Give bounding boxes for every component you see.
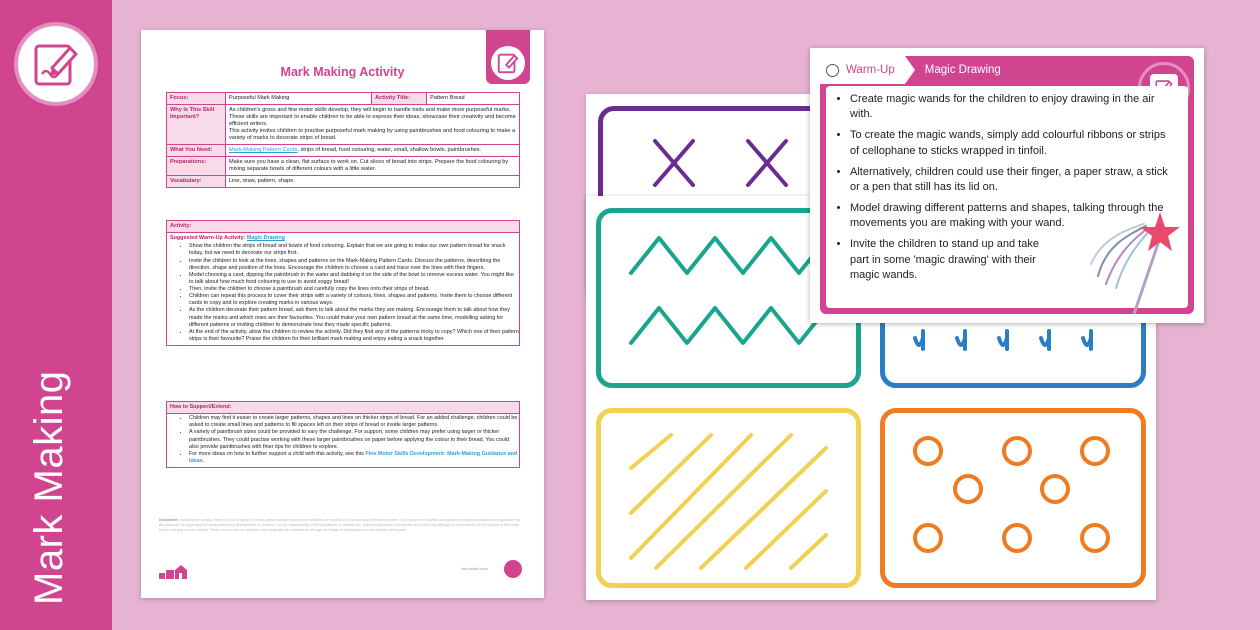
activity-document <box>141 30 544 598</box>
list-item: • Invite the children to stand up and take part in some 'magic drawing' with their magic wands. <box>850 237 1060 283</box>
pattern-cards-link[interactable]: Mark-Making Pattern Cards <box>229 146 298 153</box>
list-item: • Alternatively, children could use their finger, a paper straw, a stick or a pen that still has its lid on. <box>850 165 1172 195</box>
activity-box <box>166 220 520 346</box>
chevron-right-icon <box>905 56 915 84</box>
list-item: • Show the children the strips of bread and bowls of food colouring. Explain that we are going to make our own pattern bread for snack today, but we need to decorate our strips first. <box>189 243 519 257</box>
activity-info-table <box>166 92 520 188</box>
sidebar <box>0 0 112 630</box>
list-item: • Children can repeat this process to cover their strips with a variety of colours, lines, shapes and patterns. Invite them to choose different cards to copy and to explore creating marks in various ways. <box>189 293 519 307</box>
radio-icon <box>826 64 839 77</box>
magic-drawing-link[interactable]: Magic Drawing <box>246 235 285 242</box>
list-item: • For more ideas on how to further support a child with this activity, see this Fine Motor Skills Development: Mark-Making Guidance and Ideas. <box>189 451 519 465</box>
warmup-step: Warm-Up <box>820 56 905 84</box>
pencil-paper-icon <box>14 22 98 106</box>
list-item: • Children may find it easier to create larger patterns, shapes and lines on thicker strips of bread. For an added challenge, children could be asked to create small lines and patterns to fill spaces left on their strips of bread or inside larger patterns. <box>189 415 519 429</box>
focus-value: Purposeful Mark Making <box>226 93 372 105</box>
footer-url[interactable]: visit twinkl.com <box>461 566 488 571</box>
need-value: Mark-Making Pattern Cards, strips of bread, food colouring, water, small, shallow bowls, paintbrushes. <box>226 144 520 156</box>
warmup-line: Suggested Warm-Up Activity: Magic Drawing <box>170 235 285 242</box>
activity-list <box>167 243 519 343</box>
why-value: As children's gross and fine motor skills develop, they will begin to handle tools and make more purposeful marks. These skills are important to enable children to be able to express their ideas, showcase their creativity and become efficient writers. This activity invites children to practise purposeful mark making by using paintbrushes and food colouring to make a variety of marks to decorate strips of bread. <box>226 104 520 144</box>
diagonal-lines-card <box>596 408 861 588</box>
list-item: • As the children decorate their pattern bread, ask them to talk about the marks they are making. Encourage them to talk about how they made the marks and which ones are their favourites. You could make your own pattern bread at the same time, modelling asking for different patterns or inviting children to demonstrate how they made specific patterns. <box>189 307 519 328</box>
activity-title-label: Activity Title: <box>372 93 427 105</box>
warmup-body <box>826 86 1188 308</box>
vocab-label: Vocabulary: <box>167 175 226 187</box>
warmup-card <box>810 48 1204 323</box>
list-item: • Create magic wands for the children to enjoy drawing in the air with. <box>850 92 1172 122</box>
activity-title-value: Pattern Bread <box>427 93 520 105</box>
sidebar-title: Mark Making <box>27 370 71 605</box>
building-icon <box>159 564 189 580</box>
list-item: • To create the magic wands, simply add colourful ribbons or strips of cellophane to sticks wrapped in tinfoil. <box>850 128 1172 158</box>
vocab-value: Line, draw, pattern, shape. <box>226 175 520 187</box>
support-list <box>167 415 519 465</box>
warmup-header <box>820 56 1194 84</box>
circles-pattern-card <box>880 408 1146 588</box>
focus-label: Focus: <box>167 93 226 105</box>
why-label: Why Is This Skill Important? <box>167 104 226 144</box>
prep-value: Make sure you have a clean, flat surface to work on. Cut slices of bread into strips. Prepare the food colouring by mixing separate bowls of different colours with a little water. <box>226 156 520 175</box>
doc-title: Mark Making Activity <box>280 65 405 79</box>
list-item: • A variety of paintbrush sizes could be provided to vary the challenge. For support, some children may prefer using larger or thicker paintbrushes. They could practise working with these larger paintbrushes on paper before applying the colour to their bread. You could also provide paintbrushes with finer tips for children to explore. <box>189 429 519 450</box>
list-item: • Invite the children to look at the lines, shapes and patterns on the Mark-Making Pattern Cards. Discuss the patterns, describing the direction, shape and position of the lines. Encourage the children to choose a card and trace over the lines with their fingers. <box>189 258 519 272</box>
support-box <box>166 401 520 468</box>
support-header: How to Support/Extend: <box>167 402 519 414</box>
twinkl-logo-icon <box>504 560 522 578</box>
activity-header: Activity: <box>167 221 519 233</box>
need-label: What You Need: <box>167 144 226 156</box>
list-item: • Then, invite the children to choose a paintbrush and carefully copy the lines onto their strips of bread. <box>189 286 519 293</box>
star-wand-icon <box>1076 206 1186 316</box>
list-item: • Model choosing a card, dipping the paintbrush in the water and dabbing it on the side of the bowl to remove excess water. You might like to talk about how much food colouring to use to avoid soggy bread! <box>189 272 519 286</box>
fine-motor-link[interactable]: Fine Motor Skills Development: Mark-Making Guidance and Ideas <box>189 450 518 464</box>
prep-label: Preparations: <box>167 156 226 175</box>
list-item: • Model drawing different patterns and shapes, talking through the movements you are making with your wand. <box>850 201 1172 231</box>
list-item: • At the end of the activity, allow the children to review the activity. Did they find any of the patterns tricky to copy? Which one of their pattern strips is their favourite? Praise the children for their brilliant mark making and enjoy eating a snack together. <box>189 329 519 343</box>
disclaimer: Disclaimer: Including the activity, there is a risk of injury or illness; please always ensure your activities are carried out in a safe and controlled manner. Our resources, activities and guidance provide assistance and guidance for the purposes of supporting the assessment and development of children. It is the responsibility of the practitioner to assess risk, ensure supervision is adequate and check any allergies or intolerances of the children in their care before carrying out any activity. Please ensure that all materials and equipment are suitable for the age and stage of development of the children taking part. <box>159 518 520 532</box>
warmup-title: Magic Drawing <box>924 64 1001 76</box>
